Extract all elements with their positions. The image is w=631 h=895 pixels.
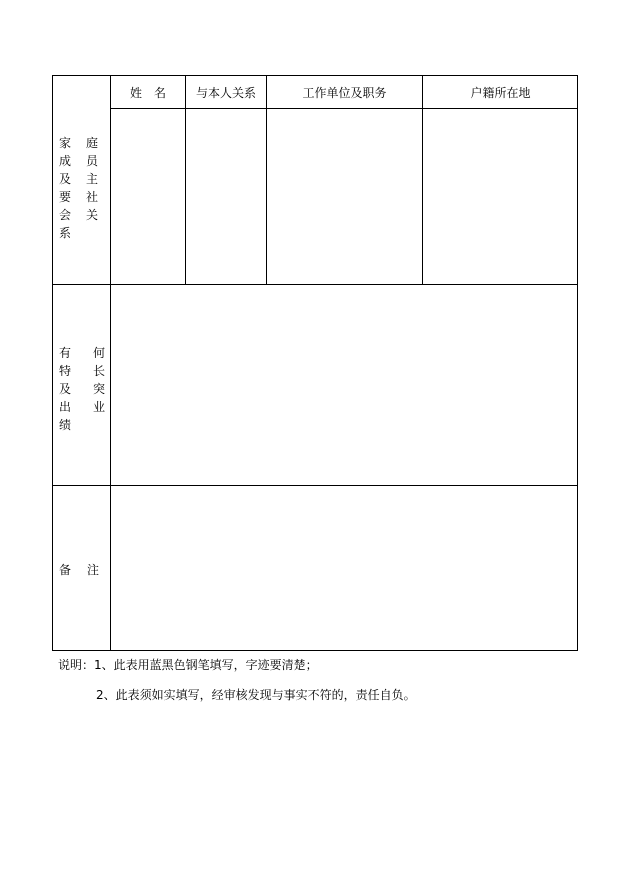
family-label-char: 主	[86, 172, 99, 186]
skills-label-char: 绩	[59, 418, 72, 432]
family-label-char: 庭	[86, 136, 99, 150]
skills-label-char: 何	[93, 346, 106, 360]
family-label-char: 会	[59, 208, 72, 222]
family-label-char: 关	[86, 208, 99, 222]
family-label-char: 成	[59, 154, 72, 168]
family-label-char: 要	[59, 190, 72, 204]
header-work-unit: 工作单位及职务	[302, 86, 387, 100]
family-label-col2	[86, 134, 98, 224]
skills-section-divider	[53, 485, 578, 486]
instructions-line-1: 说明：1、此表用蓝黑色钢笔填写，字迹要清楚；	[58, 658, 318, 672]
remarks-label-b: 注	[87, 563, 100, 577]
registration-form-table	[52, 75, 578, 651]
header-hukou: 户籍所在地	[470, 86, 531, 100]
label-column-divider	[110, 76, 111, 650]
family-label-char: 社	[86, 190, 99, 204]
header-name: 姓 名	[129, 86, 166, 100]
instructions-line-2: 2、此表须如实填写，经审核发现与事实不符的，责任自负。	[96, 688, 416, 702]
skills-label-char: 及	[59, 382, 72, 396]
skills-label-char: 业	[93, 400, 106, 414]
family-label-char: 家	[59, 136, 72, 150]
skills-label-char: 出	[59, 400, 72, 414]
skills-label-char: 有	[59, 346, 72, 360]
family-label-char: 员	[86, 154, 99, 168]
skills-label-col2	[93, 344, 105, 416]
family-label-col1	[59, 134, 71, 242]
family-section-divider	[53, 284, 578, 285]
skills-label-char: 特	[59, 364, 72, 378]
family-label-char: 及	[59, 172, 72, 186]
skills-label-char: 长	[93, 364, 106, 378]
header-relation: 与本人关系	[195, 86, 256, 100]
family-label-char: 系	[59, 226, 72, 240]
remarks-label-a: 备	[59, 563, 72, 577]
skills-label-char: 突	[93, 382, 106, 396]
skills-label-col1	[59, 344, 71, 434]
